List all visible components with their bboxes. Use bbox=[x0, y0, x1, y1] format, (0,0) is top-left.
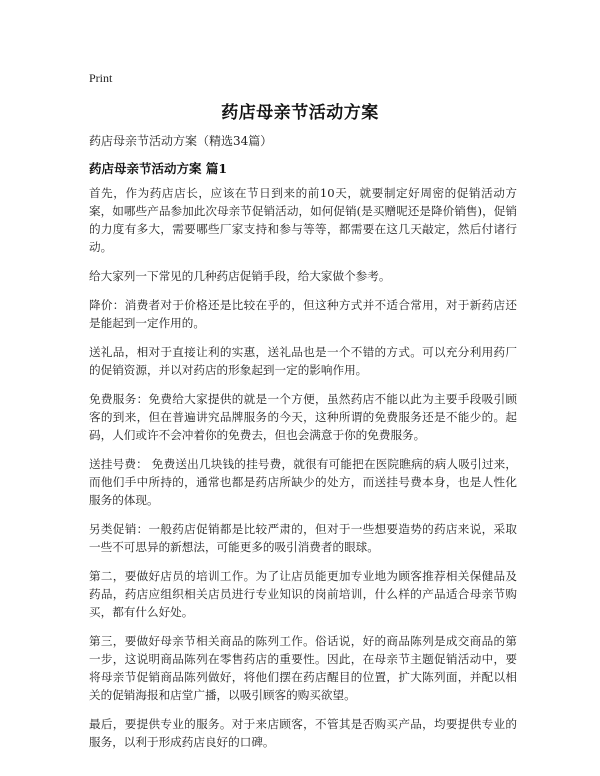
paragraph: 送挂号费： 免费送出几块钱的挂号费，就很有可能把在医院瞧病的病人吸引过来，而他们手中所持的，通常也都是药店所缺少的处方，而送挂号费本身，也是人性化服务的体现。 bbox=[89, 457, 517, 507]
document-body bbox=[89, 184, 517, 762]
paragraph: 首先，作为药店店长，应该在节日到来的前10天，就要制定好周密的促销活动方案，如哪些产品参加此次母亲节促销活动，如何促销(是买赠呢还是降价销售)，促销的力度有多大，需要哪些厂家支持和参与等等，都需要在这几天敲定，然后付诸行动。 bbox=[89, 186, 517, 254]
paragraph: 第三，要做好母亲节相关商品的陈列工作。俗话说，好的商品陈列是成交商品的第一步，这说明商品陈列在零售药店的重要性。因此，在母亲节主题促销活动中，要将母亲节促销商品陈列做好，将他们摆在药店醒目的位置，扩大陈列面，并配以相关的促销海报和店堂广播，以吸引顾客的购买欲望。 bbox=[89, 634, 517, 702]
section-heading: 药店母亲节活动方案 篇1 bbox=[89, 161, 228, 176]
page-title: 药店母亲节活动方案 bbox=[221, 103, 379, 123]
paragraph: 送礼品，相对于直接让利的实惠，送礼品也是一个不错的方式。可以充分利用药厂的促销资源，并以对药店的形象起到一定的影响作用。 bbox=[89, 345, 517, 377]
paragraph: 另类促销：一般药店促销都是比较严肃的，但对于一些想要造势的药店来说，采取一些不可思异的新想法，可能更多的吸引消费者的眼球。 bbox=[89, 522, 517, 554]
print-label[interactable]: Print bbox=[89, 71, 113, 85]
paragraph: 最后，要提供专业的服务。对于来店顾客，不管其是否购买产品，均要提供专业的服务，以利于形成药店良好的口碑。 bbox=[89, 717, 517, 749]
paragraph: 降价：消费者对于价格还是比较在乎的，但这种方式并不适合常用，对于新药店还是能起到一定作用的。 bbox=[89, 298, 517, 330]
paragraph: 第二，要做好店员的培训工作。为了让店员能更加专业地为顾客推荐相关保健品及药品，药店应组织相关店员进行专业知识的岗前培训，什么样的产品适合母亲节购买，都有什么好处。 bbox=[89, 569, 517, 619]
document-subtitle: 药店母亲节活动方案（精选34篇） bbox=[89, 134, 273, 148]
paragraph: 免费服务：免费给大家提供的就是一个方便，虽然药店不能以此为主要手段吸引顾客的到来，但在普遍讲究品牌服务的今天，这种所谓的免费服务还是不能少的。起码，人们或许不会冲着你的免费去，但也会满意于你的免费服务。 bbox=[89, 392, 517, 442]
paragraph: 给大家列一下常见的几种药店促销手段，给大家做个参考。 bbox=[89, 269, 391, 283]
